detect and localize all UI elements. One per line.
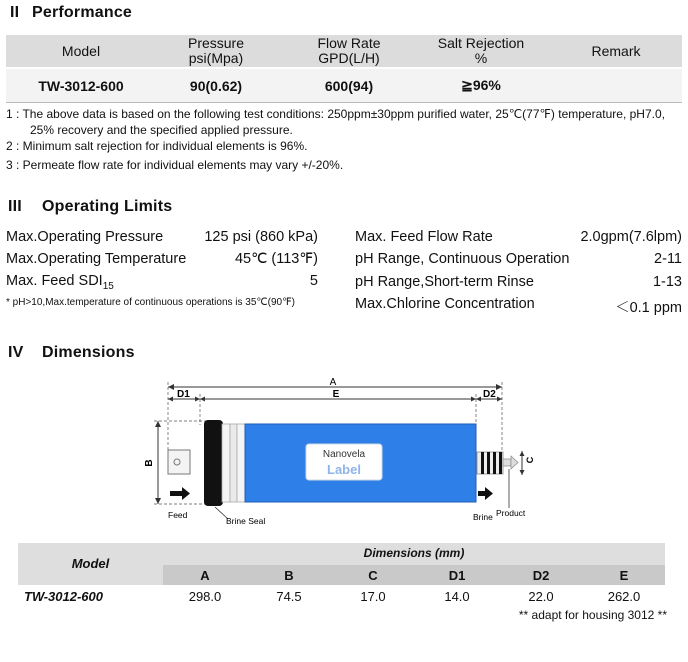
limit-value: 125 psi (860 kPa)	[204, 229, 318, 245]
dimension-label-d2: D2	[483, 389, 496, 400]
feed-arrow	[182, 487, 190, 500]
dimensions-table-header	[18, 543, 665, 585]
dimension-label-e: E	[332, 389, 340, 400]
dimensions-section-title	[8, 344, 135, 362]
header-flow-rate: Flow Rate GPD(L/H)	[317, 35, 381, 66]
brine-arrow	[485, 487, 493, 500]
limit-value: 45℃ (113℉)	[234, 251, 318, 267]
dimension-label-c: C	[525, 456, 535, 464]
limit-label: Max.Chlorine Concentration	[355, 296, 535, 312]
col-d1: D1	[448, 568, 466, 583]
membrane-dimension-diagram	[140, 370, 560, 530]
header-remark: Remark	[591, 42, 641, 59]
performance-note-2: 2 : Minimum salt rejection for individual elements is 96%.	[6, 139, 308, 153]
dimension-label-b: B	[144, 459, 155, 467]
brine-label: Brine	[473, 512, 493, 522]
table-row	[18, 588, 665, 608]
dimensions-subheader	[163, 565, 665, 585]
limits-section-title	[8, 198, 172, 216]
performance-note-3: 3 : Permeate flow rate for individual elements may vary +/-20%.	[6, 158, 344, 172]
section-number: III	[8, 198, 22, 215]
performance-note-1: 1 : The above data is based on the following test conditions: 250ppm±30ppm purified water, 25℃(77℉) temperature, pH7.0,	[6, 107, 665, 121]
limit-label: Max.Operating Pressure	[6, 229, 164, 245]
limit-value: 2-11	[654, 251, 682, 267]
header-model: Model	[71, 556, 110, 571]
dimension-label-a: A	[329, 377, 337, 388]
label-line-2: Label	[327, 462, 361, 477]
header-dimensions-group: Dimensions (mm)	[363, 546, 465, 560]
section-title-text: Operating Limits	[42, 198, 173, 215]
limit-label: Max.Operating Temperature	[6, 251, 187, 267]
header-salt-rejection: Salt Rejection %	[437, 35, 525, 66]
cell-flow: 600(94)	[324, 77, 374, 94]
performance-table-header	[6, 35, 682, 67]
section-title-text: Performance	[32, 4, 133, 21]
cell-remark	[551, 69, 681, 102]
value-b: 74.5	[276, 589, 302, 604]
value-d2: 22.0	[528, 589, 554, 604]
dimension-label-d1: D1	[177, 389, 190, 400]
header-pressure: Pressure psi(Mpa)	[187, 35, 245, 66]
limit-value: ＜0.1 ppm	[615, 300, 682, 316]
limit-value: 2.0gpm(7.6lpm)	[580, 229, 682, 245]
brine-seal-label: Brine Seal	[226, 516, 266, 526]
cell-model: TW-3012-600	[38, 77, 124, 94]
feed-label: Feed	[168, 510, 188, 520]
limits-note: * pH>10,Max.temperature of continuous operations is 35℃(90℉)	[6, 297, 295, 308]
value-e: 262.0	[607, 589, 641, 604]
limit-label: Max. Feed $SDI_{15}$	[6, 273, 114, 292]
brine-seal	[204, 420, 223, 506]
limit-label: Max. Feed Flow Rate	[355, 229, 493, 245]
performance-note-1-cont: 25% recovery and the specified applied pressure.	[30, 123, 293, 137]
label-line-1: Nanovela	[322, 449, 366, 460]
section-number: IV	[8, 344, 24, 361]
col-a: A	[200, 568, 210, 583]
section-title-text: Dimensions	[42, 344, 135, 361]
limit-value: 5	[309, 273, 318, 289]
performance-section-title	[10, 4, 132, 22]
limit-value: 1-13	[652, 274, 682, 290]
col-d2: D2	[532, 568, 550, 583]
table-row	[6, 69, 682, 103]
header-model: Model	[61, 42, 101, 59]
dimensions-footnote: ** adapt for housing 3012 **	[518, 608, 667, 622]
value-d1: 14.0	[444, 589, 470, 604]
col-e: E	[619, 568, 629, 583]
value-c: 17.0	[360, 589, 386, 604]
col-c: C	[368, 568, 378, 583]
cell-pressure: 90(0.62)	[189, 77, 243, 94]
value-a: 298.0	[188, 589, 222, 604]
product-label-text: Product	[496, 508, 526, 518]
col-b: B	[284, 568, 294, 583]
row-model: TW-3012-600	[24, 589, 103, 604]
cell-rejection: ≧96%	[461, 77, 501, 93]
limit-label: pH Range, Continuous Operation	[355, 251, 570, 267]
section-number: II	[10, 4, 20, 21]
limit-label: pH Range,Short-term Rinse	[355, 274, 534, 290]
inlet-fitting	[168, 450, 190, 474]
